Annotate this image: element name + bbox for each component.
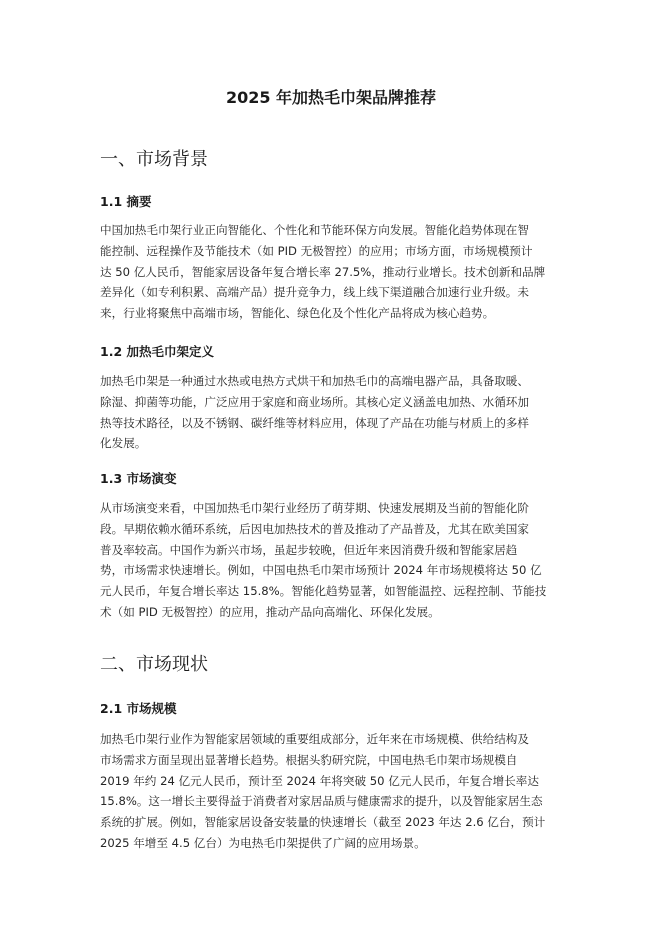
paragraph-line: 化发展。 bbox=[100, 436, 147, 451]
paragraph-line: 普及率较高。中国作为新兴市场，虽起步较晚，但近年来因消费升级和智能家居趋 bbox=[100, 542, 518, 557]
document-title: 2025 年加热毛巾架品牌推荐 bbox=[225, 88, 437, 107]
paragraph-line: 段。早期依赖水循环系统，后因电加热技术的普及推动了产品普及，尤其在欧美国家 bbox=[100, 521, 529, 536]
paragraph-line: 势，市场需求快速增长。例如，中国电热毛巾架市场预计 2024 年市场规模将达 50 亿 bbox=[100, 563, 542, 578]
paragraph-line: 术（如 PID 无极智控）的应用，推动产品向高端化、环保化发展。 bbox=[100, 604, 440, 619]
paragraph-line: 2019 年约 24 亿元人民币，预计至 2024 年将突破 50 亿元人民币，年复合增长率达 bbox=[100, 773, 539, 788]
paragraph-definition bbox=[100, 371, 562, 454]
paragraph-line: 除湿、抑菌等功能，广泛应用于家庭和商业场所。其核心定义涵盖电加热、水循环加 bbox=[100, 394, 529, 409]
paragraph-line: 15.8%。这一增长主要得益于消费者对家居品质与健康需求的提升，以及智能家居生态 bbox=[100, 794, 543, 809]
paragraph-line: 热等技术路径，以及不锈钢、碳纤维等材料应用，体现了产品在功能与材质上的多样 bbox=[100, 415, 529, 430]
paragraph-market-size bbox=[100, 729, 562, 854]
section-heading-market-status: 二、市场现状 bbox=[100, 654, 208, 675]
subsection-heading-definition: 1.2 加热毛巾架定义 bbox=[100, 344, 214, 359]
paragraph-line: 系统的扩展。例如，智能家居设备安装量的快速增长（截至 2023 年达 2.6 亿台，预计 bbox=[100, 815, 546, 830]
paragraph-line: 市场需求方面呈现出显著增长趋势。根据头豹研究院，中国电热毛巾架市场规模自 bbox=[100, 752, 518, 767]
subsection-heading-market-evolution: 1.3 市场演变 bbox=[100, 471, 177, 486]
paragraph-line: 从市场演变来看，中国加热毛巾架行业经历了萌芽期、快速发展期及当前的智能化阶 bbox=[100, 501, 529, 515]
section-heading-market-background: 一、市场背景 bbox=[100, 149, 208, 170]
subsection-heading-summary: 1.1 摘要 bbox=[100, 194, 152, 209]
paragraph-market-evolution bbox=[100, 498, 562, 623]
paragraph-line: 差异化（如专利积累、高端产品）提升竞争力，线上线下渠道融合加速行业升级。未 bbox=[100, 285, 529, 300]
paragraph-line: 来，行业将聚焦中高端市场，智能化、绿色化及个性化产品将成为核心趋势。 bbox=[100, 306, 495, 321]
paragraph-summary bbox=[100, 220, 562, 324]
subsection-heading-market-size: 2.1 市场规模 bbox=[100, 701, 177, 716]
paragraph-line: 加热毛巾架行业作为智能家居领域的重要组成部分，近年来在市场规模、供给结构及 bbox=[100, 732, 529, 746]
paragraph-line: 达 50 亿人民币，智能家居设备年复合增长率 27.5%，推动行业增长。技术创新和品牌 bbox=[100, 264, 546, 279]
paragraph-line: 中国加热毛巾架行业正向智能化、个性化和节能环保方向发展。智能化趋势体现在智 bbox=[100, 223, 529, 237]
paragraph-line: 能控制、远程操作及节能技术（如 PID 无极智控）的应用；市场方面，市场规模预计 bbox=[100, 243, 533, 258]
paragraph-line: 加热毛巾架是一种通过水热或电热方式烘干和加热毛巾的高端电器产品，具备取暖、 bbox=[100, 374, 529, 388]
paragraph-line: 2025 年增至 4.5 亿台）为电热毛巾架提供了广阔的应用场景。 bbox=[100, 835, 426, 850]
paragraph-line: 元人民币，年复合增长率达 15.8%。智能化趋势显著，如智能温控、远程控制、节能技 bbox=[100, 584, 547, 599]
